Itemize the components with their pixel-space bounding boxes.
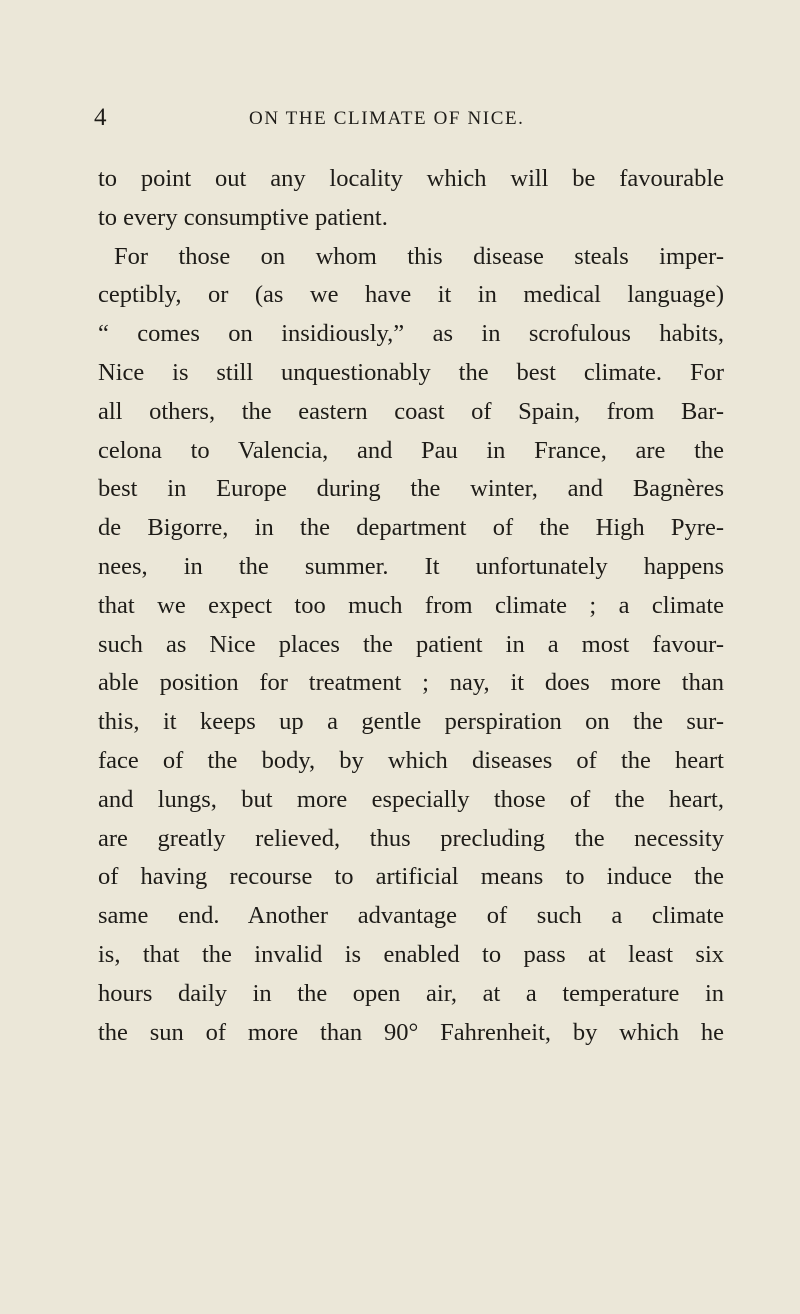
text-line: to point out any locality which will be favourable [98,165,724,192]
text-line: the sun of more than 90° Fahrenheit, by which he [98,1018,724,1046]
text-line: nees, in the summer. It unfortunately happens [98,552,724,580]
text-line: this, it keeps up a gentle perspiration on the sur- [98,708,724,736]
text-line: best in Europe during the winter, and Bagnères [98,475,724,503]
text-line: are greatly relieved, thus precluding the necessity [98,824,724,852]
text-line: hours daily in the open air, at a temperature in [98,979,724,1007]
page-number: 4 [94,104,107,131]
text-line: de Bigorre, in the department of the High Pyre- [98,514,724,542]
text-line: ceptibly, or (as we have it in medical language) [98,281,724,309]
text-line: face of the body, by which diseases of the heart [98,746,724,774]
text-line: all others, the eastern coast of Spain, from Bar- [98,397,724,425]
text-line: to every consumptive patient. [98,203,388,231]
text-line: and lungs, but more especially those of the heart, [98,785,724,813]
text-line: able position for treatment ; nay, it does more than [98,669,724,697]
text-line: “ comes on insidiously,” as in scrofulous habits, [98,320,724,348]
running-head [94,104,714,132]
text-line: same end. Another advantage of such a climate [98,902,724,930]
text-line: such as Nice places the patient in a most favour- [98,630,724,658]
body-text [98,160,724,1052]
text-line: is, that the invalid is enabled to pass at least six [98,940,724,968]
running-title: ON THE CLIMATE OF NICE. [249,108,525,129]
text-line: of having recourse to artificial means to induce the [98,863,724,891]
text-line: For those on whom this disease steals imper- [114,242,724,270]
text-line: Nice is still unquestionably the best climate. For [98,358,724,386]
text-line: that we expect too much from climate ; a climate [98,591,724,619]
text-line: celona to Valencia, and Pau in France, are the [98,436,724,464]
